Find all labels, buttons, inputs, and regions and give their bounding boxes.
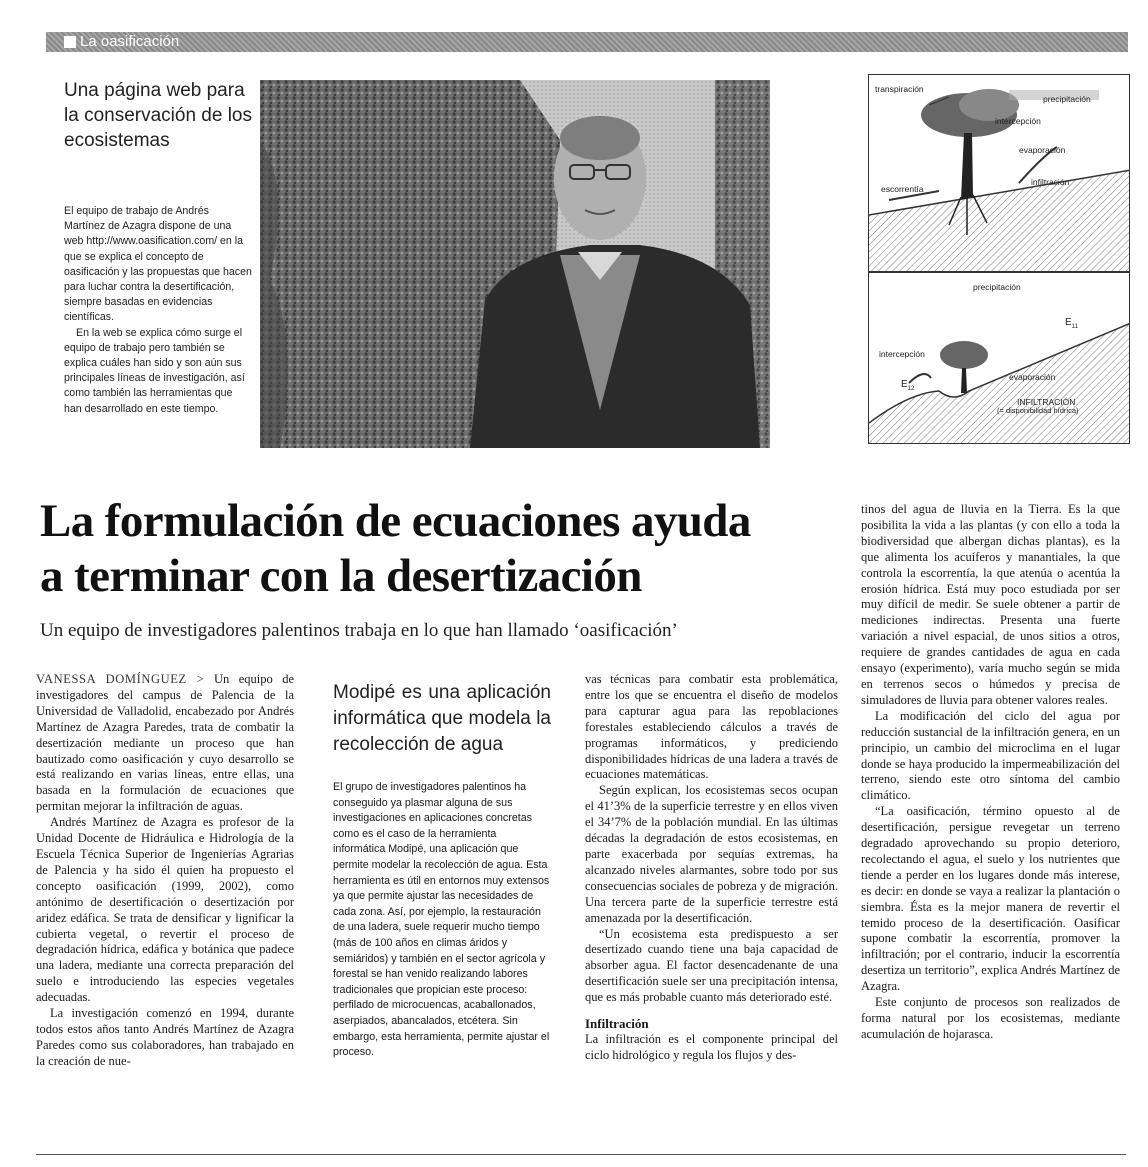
headline-line: La formulación de ecuaciones ayuda [40, 495, 751, 547]
diagram1-label-evaporacion: evaporación [1019, 145, 1066, 155]
sidebar-paragraph: El equipo de trabajo de Andrés Martínez de Azagra dispone de una web http://www.oasification.com/ en la que se explica el concepto de oasificación y las propuestas que hacen para luchar contra la desertificación, siempre basadas en evidencias científicas. [64, 205, 252, 324]
article-paragraph: “Un ecosistema esta predispuesto a ser desertizado cuando tiene una baja capacidad de absorber agua. El factor desencadenante de una desertificación suele ser una precipitación intensa, que es más probable cuanto más deteriorado esté. [585, 926, 838, 1005]
diagram1-label-precipitacion: precipitación [1043, 94, 1091, 104]
diagram1-label-infiltracion: infiltración [1031, 177, 1070, 187]
portrait-photo-illustration [260, 80, 770, 448]
article-column-3 [585, 672, 838, 1064]
bottom-divider [36, 1154, 1126, 1155]
article-paragraph: Según explican, los ecosistemas secos ocupan el 41’3% de la superficie terrestre y en ellos viven el 34’7% de la población mundial. En las últimas décadas la degradación de estos ecosistemas, en parte exacerbada por sequías extremas, ha alcanzado niveles alarmantes, sobre todo por sus consecuencias sociales de pobreza y de migración. Una tercera parte de la superficie terrestre está amenazada por la desertificación. [585, 783, 839, 925]
article-paragraph: La infiltración es el componente principal del ciclo hidrológico y regula los flujos y des- [585, 1031, 838, 1062]
diagram1-label-transpiracion: transpiración [875, 84, 924, 94]
article-column-2 [333, 680, 551, 1061]
article-paragraph: Este conjunto de procesos son realizados de forma natural por los ecosistemas, mediante acumulación de hojarasca. [861, 995, 1120, 1041]
article-column-1 [36, 672, 294, 1070]
pull-quote: Modipé es una aplicación informática que modela la recolección de agua [333, 682, 551, 755]
sidebar-paragraph: En la web se explica cómo surge el equipo de trabajo pero también se explica cuáles han sido y son aún sus principales líneas de investigación, así como también las herramientas que han desarrollado en este tiempo. [64, 326, 245, 415]
diagram1-label-escorrentia: escorrentía [881, 184, 924, 194]
column-2-text [333, 780, 551, 1061]
article-subhead: Un equipo de investigadores palentinos trabaja en lo que han llamado ‘oasificación’ [40, 620, 678, 641]
byline: VANESSA DOMÍNGUEZ > [36, 672, 205, 686]
subheading-infiltracion: Infiltración [585, 1016, 649, 1032]
article-paragraph: La investigación comenzó en 1994, durante todos estos años tanto Andrés Martínez de Azagra Paredes como sus colaboradores, han trabajado en la creación de nue- [36, 1006, 294, 1068]
article-column-4 [861, 502, 1120, 1043]
diagram2-label-e-low: $E_{12}$ [901, 379, 915, 392]
article-paragraph: tinos del agua de lluvia en la Tierra. Es la que posibilita la vida a las plantas (y con ello a toda la biodiversidad que albergan dichas plantas), es la que alimenta los acuíferos y manantiales, la que controla la escorrentía, la que atenúa o acentúa la erosión hídrica. Está muy poco estudiada por ser muy difícil de medir. Se suele obtener a partir de mediciones indirectas. Presenta una fuerte variación a nivel espacial, de unos sitios a otros, requiere de grandes cantidades de agua en cada ensayo (experimento), varía mucho según se mida en terrenos secos o húmedos y precisa de simuladores de lluvia para obtener valores reales. [861, 502, 1120, 707]
article-paragraph: vas técnicas para combatir esta problemática, entre los que se encuentra el diseño de modelos para capturar agua para las repoblaciones forestales estableciendo cálculos a través de programas informáticos, y prediciendo disponibilidades hídricas de una ladera a través de ecuaciones matemáticas. [585, 672, 838, 782]
diagram2-label-e-high: $E_{11}$ [1065, 317, 1078, 330]
article-paragraph: “La oasificación, término opuesto al de desertificación, persigue revegetar un terreno degradado aprovechando su propio deterioro, recolectando el agua, el suelo y los nutrientes que tiende a perder en los lugares donde más interese, es decir: en donde se vaya a realizar la plantación o siembra. Ésta es la mejor manera de revertir el temido proceso de la desertificación. Oasificar supone combatir la escorrentía, promover la infiltración; por el contrario, inducir la escorrentía desertiza un territorio”, explica Andrés Martínez de Azagra. [861, 804, 1120, 994]
headline-line: a terminar con la desertización [40, 550, 642, 602]
diagram2-label-precipitacion: precipitación [973, 282, 1021, 292]
diagram2-label-intercepcion: intercepción [879, 349, 925, 359]
diagram2-label-evaporacion: evaporación [1009, 372, 1056, 382]
article-headline [40, 494, 840, 604]
section-bar [46, 32, 1128, 52]
diagram1-label-intercepcion: intercepción [995, 116, 1041, 126]
article-paragraph: VANESSA DOMÍNGUEZ > Un equipo de investigadores del campus de Palencia de la Universidad de Valladolid, encabezado por Andrés Martínez de Azagra Paredes, trata de combatir la desertización mediante un proceso que han bautizado como oasificación y cuyo desarrollo se está realizando en varias líneas, entre ellas, una basada en la formulación de ecuaciones que permitan mejorar la infiltración de aguas. [36, 672, 294, 814]
article-paragraph: La modificación del ciclo del agua por reducción sustancial de la infiltración genera, en un principio, un cambio del microclima en el lugar donde se haya producido la impermeabilización del terreno, siendo este otro síntoma del cambio climático. [861, 708, 1120, 803]
article-paragraph: El grupo de investigadores palentinos ha conseguido ya plasmar alguna de sus investigaciones en aplicaciones concretas como es el caso de la herramienta informática Modipé, una aplicación que permite modelar la recolección de agua. Esta herramienta es útil en entornos muy extensos ya que permite ajustar las necesidades de cada zona. Así, por ejemplo, la restauración de una ladera, suele requerir mucho tiempo (más de 100 años en climas áridos y semiáridos) y también en el sector agrícola y forestal se han venido realizando labores tradicionales que propician este proceso: perfilado de microcuencas, acaballonados, aserpiados, abancalados, etcétera. Sin embargo, esta herramienta, permite ajustar el proceso. [333, 781, 550, 1059]
water-cycle-diagram [868, 74, 1130, 272]
sidebar-text [64, 204, 252, 417]
section-square-icon [64, 36, 76, 48]
portrait-photo [260, 80, 770, 448]
article-paragraph: Andrés Martínez de Azagra es profesor de la Unidad Docente de Hidráulica e Hidrología de la Escuela Técnica Superior de Ingenierías Agrarias de Palencia y ha sido él quien ha propuesto el concepto oasificación (1999, 2002), como antónimo de desertificación o desertización por aridez edáfica. Se trata de densificar y lignificar la cubierta vegetal, o revertir el proceso de degradación hídrica, edáfica y botánica que padece una ladera, mediante una correcta preparación del suelo e introduciendo las especies vegetales adecuadas. [36, 815, 294, 1005]
water-cycle-illustration [869, 75, 1130, 272]
diagram2-label-infiltracion-note: (= disponibilidad hídrica) [997, 406, 1079, 415]
section-label: La oasificación [80, 33, 180, 50]
slope-infiltration-diagram [868, 272, 1130, 444]
diagram2-label-infiltracion: INFILTRACIÓN [1017, 397, 1076, 407]
sidebar-title: Una página web para la conservación de los ecosistemas [64, 80, 252, 151]
